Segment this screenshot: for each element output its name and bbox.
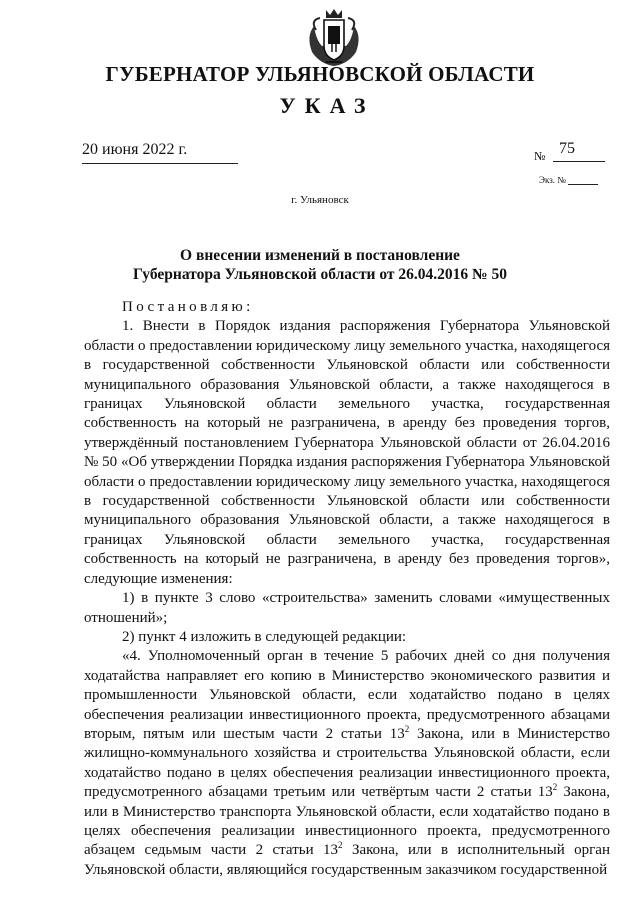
- superscript: 2: [338, 840, 343, 851]
- copy-line: [568, 184, 598, 185]
- city: г. Ульяновск: [291, 194, 349, 206]
- paragraph-4-part-2: Закона, или в Министерство жилищно-коммунального хозяйства и строительства Ульяновской области, если ходатайство подано в целях обеспечения реализации инвестиционного проекта, предусмотренного абзацами третьим или четвёртым части 2 статьи 13: [84, 725, 611, 801]
- org-title: ГУБЕРНАТОР УЛЬЯНОВСКОЙ ОБЛАСТИ: [105, 62, 535, 86]
- superscript: 2: [552, 782, 558, 793]
- paragraph-4-part-4: Закона, или в исполнительный орган Ульяновской области, являющийся государственным заказчиком государственной: [84, 842, 610, 878]
- paragraph-4-part-1: «4. Уполномоченный орган в течение 5 рабочих дней со дня получения ходатайства направляет его копию в Министерство экономического развития и промышленности Ульяновской области, если ходатайство подано в целях обеспечения реализации инвестиционного проекта, предусмотренного абзацами вторым, пятым или шестым части 2 статьи 13: [84, 648, 610, 742]
- copy-number: [539, 175, 598, 185]
- number-value: 75: [553, 140, 605, 162]
- paragraph-1: 1. Внести в Порядок издания распоряжения Губернатора Ульяновской области о предоставлении юридическому лицу земельного участка, находящегося в государственной собственности Ульяновской области или собственности муниципального образования Ульяновской области, а также находящегося в границах Ульяновской области земельного участка, государственная собственность на который не разграничена, в аренду без проведения торгов, утверждённый постановлением Губернатора Ульяновской области от 26.04.2016 № 50 «Об утверждении Порядка издания распоряжения Губернатора Ульяновской области о предоставлении юридическому лицу земельного участка, находящегося в государственной собственности Ульяновской области или собственности муниципального образования Ульяновской области, а также находящегося в границах Ульяновской области земельного участка, государственная собственность на который не разграничена, в аренду без проведения торгов», следующие изменения:: [84, 318, 610, 587]
- document-date: 20 июня 2022 г.: [82, 141, 238, 164]
- number-sign: №: [534, 149, 546, 163]
- paragraph-3: 2) пункт 4 изложить в следующей редакции:: [122, 628, 407, 645]
- copy-label: Экз. №: [539, 175, 566, 185]
- paragraph-4-part-3: Закона, или в Министерство транспорта Ульяновской области, если ходатайство подано в целях обеспечения реализации инвестиционного проекта, предусмотренного абзацем седьмым части 2 статьи 13: [84, 784, 610, 859]
- document-subject: [0, 246, 640, 284]
- subject-line-1: О внесении изменений в постановление: [180, 247, 460, 264]
- paragraph-4: [84, 647, 610, 880]
- resolve-heading: Постановляю:: [122, 299, 254, 315]
- document-type: УКАЗ: [279, 93, 375, 118]
- superscript: 2: [404, 723, 410, 734]
- paragraph-2: 1) в пункте 3 слово «строительства» заменить словами «имущественных отношений»;: [84, 590, 610, 626]
- subject-line-2: Губернатора Ульяновской области от 26.04.2016 № 50: [133, 266, 507, 283]
- document-body: [84, 298, 610, 880]
- coat-of-arms-emblem: [302, 6, 366, 68]
